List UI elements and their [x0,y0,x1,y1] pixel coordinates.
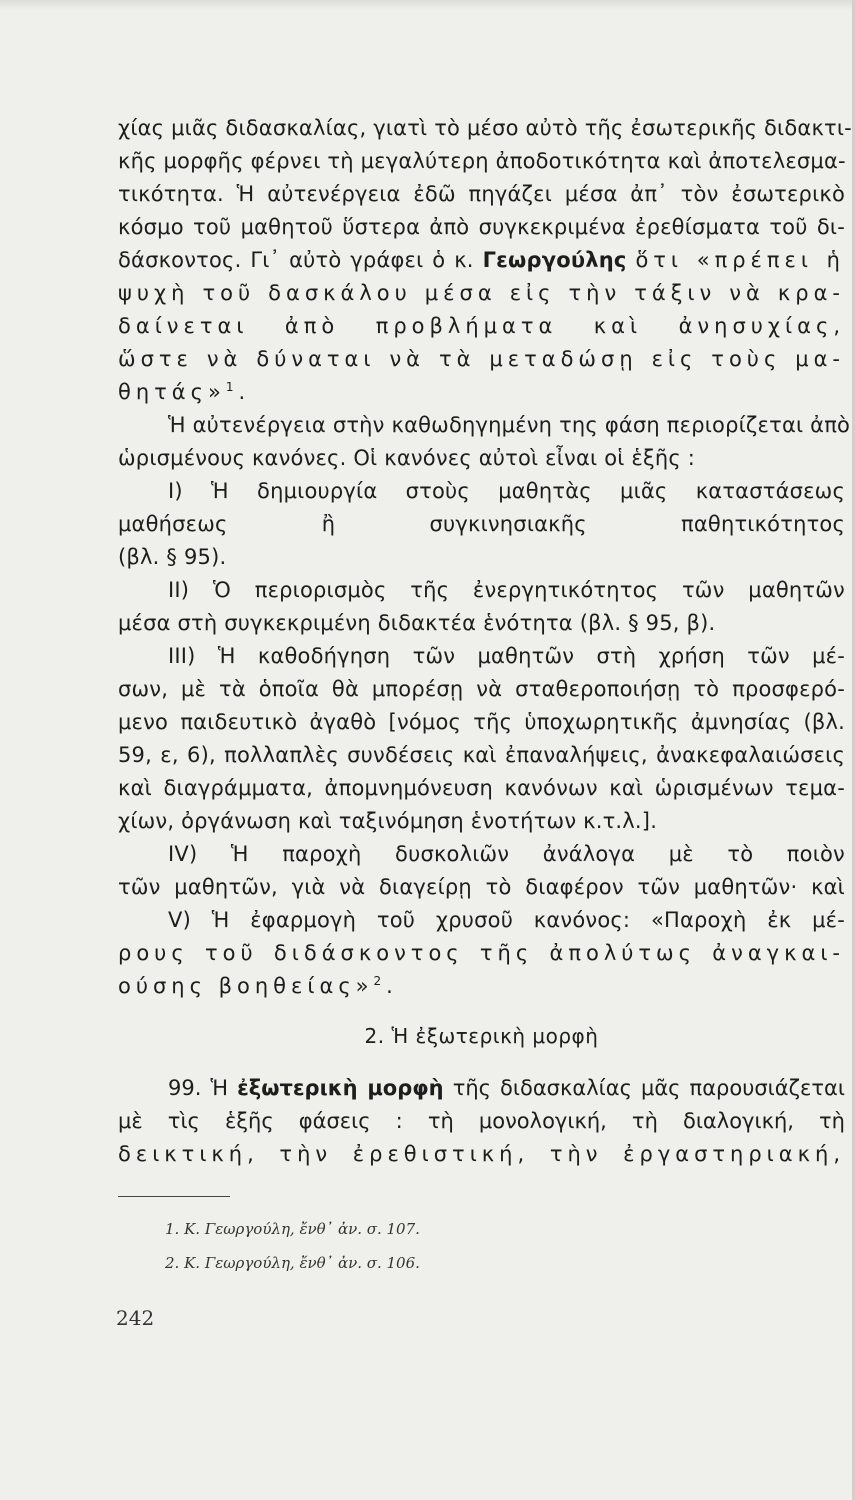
bold-term: ἐξωτερικὴ μορφὴ [237,1076,444,1100]
rule-item-4: IV) Ἡ παροχὴ δυσκολιῶν ἀνάλογα μὲ τὸ ποιὸν [168,842,845,866]
footnotes [165,1212,420,1280]
rule-item-1: I) Ἡ δημιουργία στοὺς μαθητὰς μιᾶς καταστάσεως [168,479,845,503]
main-text [118,112,852,1003]
author-name-bold: Γεωργούλης [482,248,627,272]
rule-item-3: III) Ἡ καθοδήγηση τῶν μαθητῶν στὴ χρήση τῶν μέ- [168,644,845,668]
rule-item-2-line: μέσα στὴ συγκεκριμένη διδακτέα ἑνότητα (βλ. § 95, β). [118,611,716,635]
rule-item-3-line: χίων, ὀργάνωση καὶ ταξινόμηση ἑνοτήτων κ.τ.λ.]. [118,809,658,833]
rule-item-4-line: τῶν μαθητῶν, γιὰ νὰ διαγείρῃ τὸ διαφέρον τῶν μαθητῶν· καὶ [118,875,845,899]
quote-line: ὥστε νὰ δύναται νὰ τὰ μεταδώσῃ εἰς τοὺς μα- [118,347,845,371]
paragraph-99 [118,1072,845,1171]
rule-item-3-line: σων, μὲ τὰ ὁποῖα θὰ μπορέσῃ νὰ σταθεροποιήσῃ τὸ προσφερό- [118,677,845,701]
rule-item-5-line: ρους τοῦ διδάσκοντος τῆς ἀπολύτως ἀναγκαι- [118,941,845,965]
text-line: κόσμο τοῦ μαθητοῦ ὕστερα ἀπὸ συγκεκριμένα ἐρεθίσματα τοῦ δι- [118,215,845,239]
text-line: ὡρισμένους κανόνες. Οἱ κανόνες αὐτοὶ εἶναι οἱ ἑξῆς : [118,446,696,470]
text-line: χίας μιᾶς διδασκαλίας, γιατὶ τὸ μέσο αὐτὸ τῆς ἐσωτερικῆς διδακτι- [118,116,852,140]
quote-line: ψυχὴ τοῦ δασκάλου μέσα εἰς τὴν τάξιν νὰ κρα- [118,281,845,305]
page-number: 242 [116,1306,155,1330]
paragraph-99-line: 99. Ἡ ἐξωτερικὴ μορφὴ τῆς διδασκαλίας μᾶς παρουσιάζεται [168,1076,845,1100]
paragraph-99-line: δεικτική, τὴν ἐρεθιστική, τὴν ἐργαστηριακή, [118,1142,845,1166]
rule-item-3-line: 59, ε, 6), πολλαπλὲς συνδέσεις καὶ ἐπαναλήψεις, ἀνακεφαλαιώσεις [118,743,845,767]
footnote-divider [118,1196,230,1197]
paragraph-99-line: μὲ τὶς ἑξῆς φάσεις : τὴ μονολογική, τὴ διαλογική, τὴ [118,1109,845,1133]
rule-item-1-line: (βλ. § 95). [118,545,227,569]
rule-item-3-line: καὶ διαγράμματα, ἀπομνημόνευση κανόνων καὶ ὡρισμένων τεμα- [118,776,845,800]
text-line: Ἡ αὐτενέργεια στὴν καθωδηγημένη της φάση περιορίζεται ἀπὸ [168,413,851,437]
text-line: κῆς μορφῆς φέρνει τὴ μεγαλύτερη ἀποδοτικότητα καὶ ἀποτελεσμα- [118,149,846,173]
footnote-ref-1: 1 [225,380,239,394]
rule-item-1-line: μαθήσεως ἢ συγκινησιακῆς παθητικότητος [118,512,845,536]
section-heading: 2. Ἡ ἐξωτερικὴ μορφὴ [364,1024,599,1048]
text-line-georgoulis: δάσκοντος. Γι᾽ αὐτὸ γράφει ὁ κ. Γεωργούλης ὅτι «πρέπει ἡ [118,248,845,272]
rule-item-5-end: ούσης βοηθείας»$^2$. [118,974,398,998]
quote-line: δαίνεται ἀπὸ προβλήματα καὶ ἀνησυχίας, [118,314,845,338]
footnote-1: 1. Κ. Γεωργούλη, ἔνθ᾽ ἀν. σ. 107. [165,1220,420,1238]
rule-item-5: V) Ἡ ἐφαρμογὴ τοῦ χρυσοῦ κανόνος: «Παροχὴ ἐκ μέ- [168,908,845,932]
quote-line-end: θητάς»$^1$. [118,380,251,404]
footnote-2: 2. Κ. Γεωργούλη, ἔνθ᾽ ἀν. σ. 106. [165,1254,420,1272]
page-top-edge [0,0,852,10]
rule-item-2: II) Ὁ περιορισμὸς τῆς ἐνεργητικότητος τῶν μαθητῶν [168,578,845,602]
rule-item-3-line: μενο παιδευτικὸ ἀγαθὸ [νόμος τῆς ὑποχωρητικῆς ἀμνησίας (βλ. [118,710,845,734]
footnote-ref-2: 2 [373,974,387,988]
text-line: τικότητα. Ἡ αὐτενέργεια ἐδῶ πηγάζει μέσα ἀπ᾽ τὸν ἐσωτερικὸ [118,182,845,206]
